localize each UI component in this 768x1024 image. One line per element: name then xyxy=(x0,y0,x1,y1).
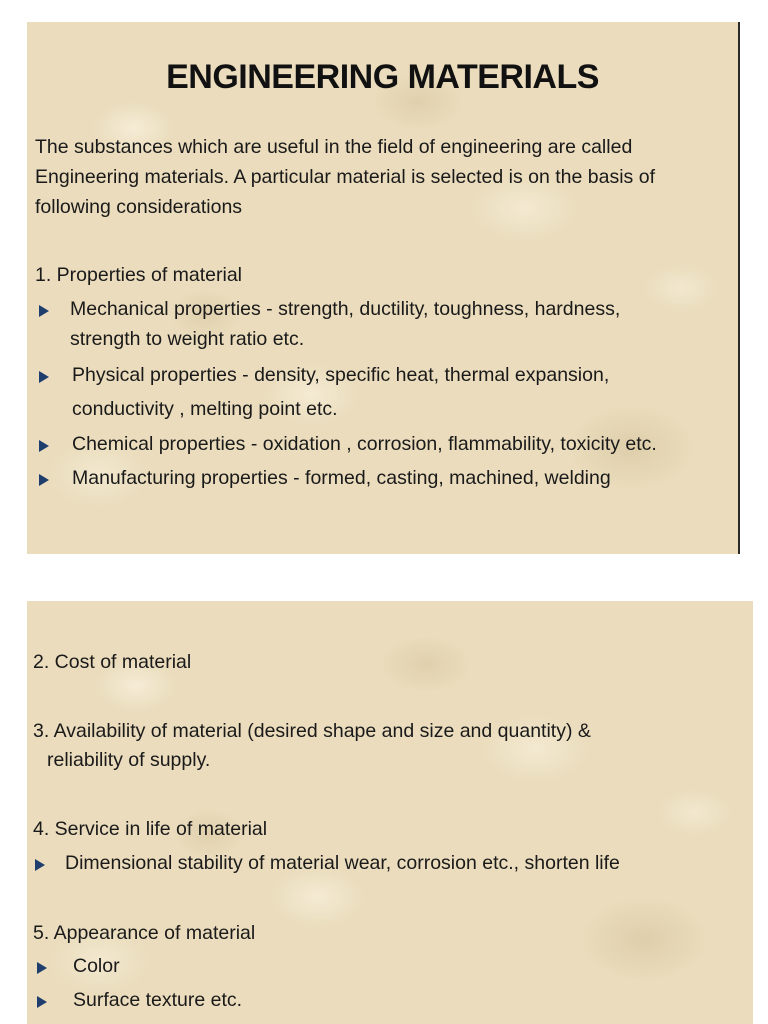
bullet-manufacturing: Manufacturing properties - formed, casting, machined, welding xyxy=(72,467,611,489)
numbered-item-3-line-1: 3. Availability of material (desired shape and size and quantity) & xyxy=(33,720,591,742)
bullet-color: Color xyxy=(73,955,120,977)
bullet-arrow-icon xyxy=(37,962,47,974)
bullet-mechanical-line-2: strength to weight ratio etc. xyxy=(70,328,305,350)
numbered-item-5: 5. Appearance of material xyxy=(33,922,256,944)
bullet-arrow-icon xyxy=(39,440,49,452)
bullet-physical-line-1: Physical properties - density, specific heat, thermal expansion, xyxy=(72,364,610,386)
bullet-arrow-icon xyxy=(39,474,49,486)
slide-considerations-continued xyxy=(27,601,753,1024)
bullet-arrow-icon xyxy=(39,371,49,383)
numbered-item-1: 1. Properties of material xyxy=(35,264,243,286)
intro-line-2: Engineering materials. A particular material is selected is on the basis of xyxy=(35,166,655,188)
intro-line-3: following considerations xyxy=(35,196,243,218)
bullet-arrow-icon xyxy=(35,859,45,871)
bullet-chemical: Chemical properties - oxidation , corrosion, flammability, toxicity etc. xyxy=(72,433,657,455)
numbered-item-2: 2. Cost of material xyxy=(33,651,192,673)
slide-engineering-materials xyxy=(27,22,740,554)
bullet-arrow-icon xyxy=(39,305,49,317)
bullet-arrow-icon xyxy=(37,996,47,1008)
numbered-item-3-line-2: reliability of supply. xyxy=(47,749,211,771)
bullet-dimensional-stability: Dimensional stability of material wear, corrosion etc., shorten life xyxy=(65,852,620,874)
bullet-physical-line-2: conductivity , melting point etc. xyxy=(72,398,338,420)
bullet-surface-texture: Surface texture etc. xyxy=(73,989,243,1011)
slide-title: ENGINEERING MATERIALS xyxy=(166,58,599,96)
numbered-item-4: 4. Service in life of material xyxy=(33,818,268,840)
bullet-mechanical-line-1: Mechanical properties - strength, ductility, toughness, hardness, xyxy=(70,298,621,320)
intro-line-1: The substances which are useful in the field of engineering are called xyxy=(35,136,633,158)
